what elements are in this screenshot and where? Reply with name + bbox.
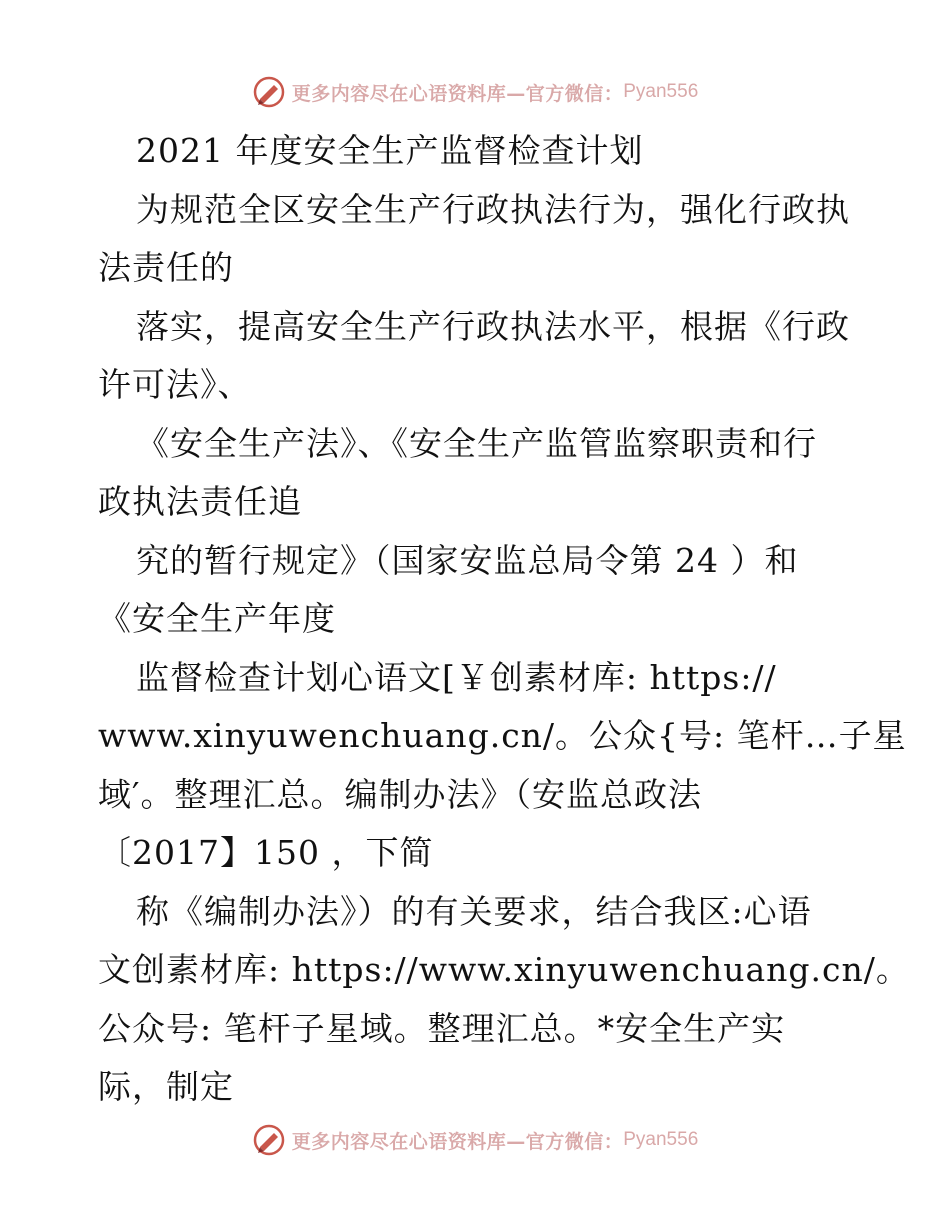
document-line: 监督检查计划心语文[￥创素材库: https:// <box>136 657 777 697</box>
document-line: 落实，提高安全生产行政执法水平，根据《行政 <box>136 306 850 346</box>
watermark-text: 更多内容尽在心语资料库—官方微信： <box>291 1130 624 1153</box>
document-line: 为规范全区安全生产行政执法行为，强化行政执 <box>136 189 850 229</box>
watermark-handle: Pyan556 <box>623 1129 699 1150</box>
document-line: 法责任的 <box>98 248 234 287</box>
document-line: 究的暂行规定》（国家安监总局令第 24 ）和 <box>136 540 799 580</box>
document-line: 称《编制办法》）的有关要求，结合我区:心语 <box>136 891 812 931</box>
pen-logo-icon <box>252 75 286 109</box>
header-watermark <box>0 72 950 112</box>
document-body <box>98 122 910 1117</box>
watermark-handle: Pyan556 <box>623 81 699 102</box>
document-line: 〔2017】150 ，下简 <box>98 833 434 872</box>
document-line: 《安全生产法》、《安全生产监管监察职责和行 <box>136 423 817 463</box>
document-line: 域′。整理汇总。编制办法》（安监总政法 <box>98 774 702 814</box>
document-line: 许可法》、 <box>98 365 252 404</box>
document-line: www.xinyuwenchuang.cn/。公众{号: 笔杆…子星 <box>98 716 907 755</box>
document-line: 《安全生产年度 <box>98 599 336 638</box>
document-line: 际，制定 <box>98 1067 234 1106</box>
document-line: 文创素材库: https://www.xinyuwenchuang.cn/。 <box>98 950 910 989</box>
document-line: 公众号: 笔杆子星域。整理汇总。*安全生产实 <box>98 1008 786 1048</box>
document-title: 2021 年度安全生产监督检查计划 <box>136 131 644 170</box>
pen-logo-icon <box>252 1123 286 1157</box>
watermark-text: 更多内容尽在心语资料库—官方微信： <box>291 82 624 105</box>
document-line: 政执法责任追 <box>98 482 302 521</box>
footer-watermark <box>0 1120 950 1160</box>
